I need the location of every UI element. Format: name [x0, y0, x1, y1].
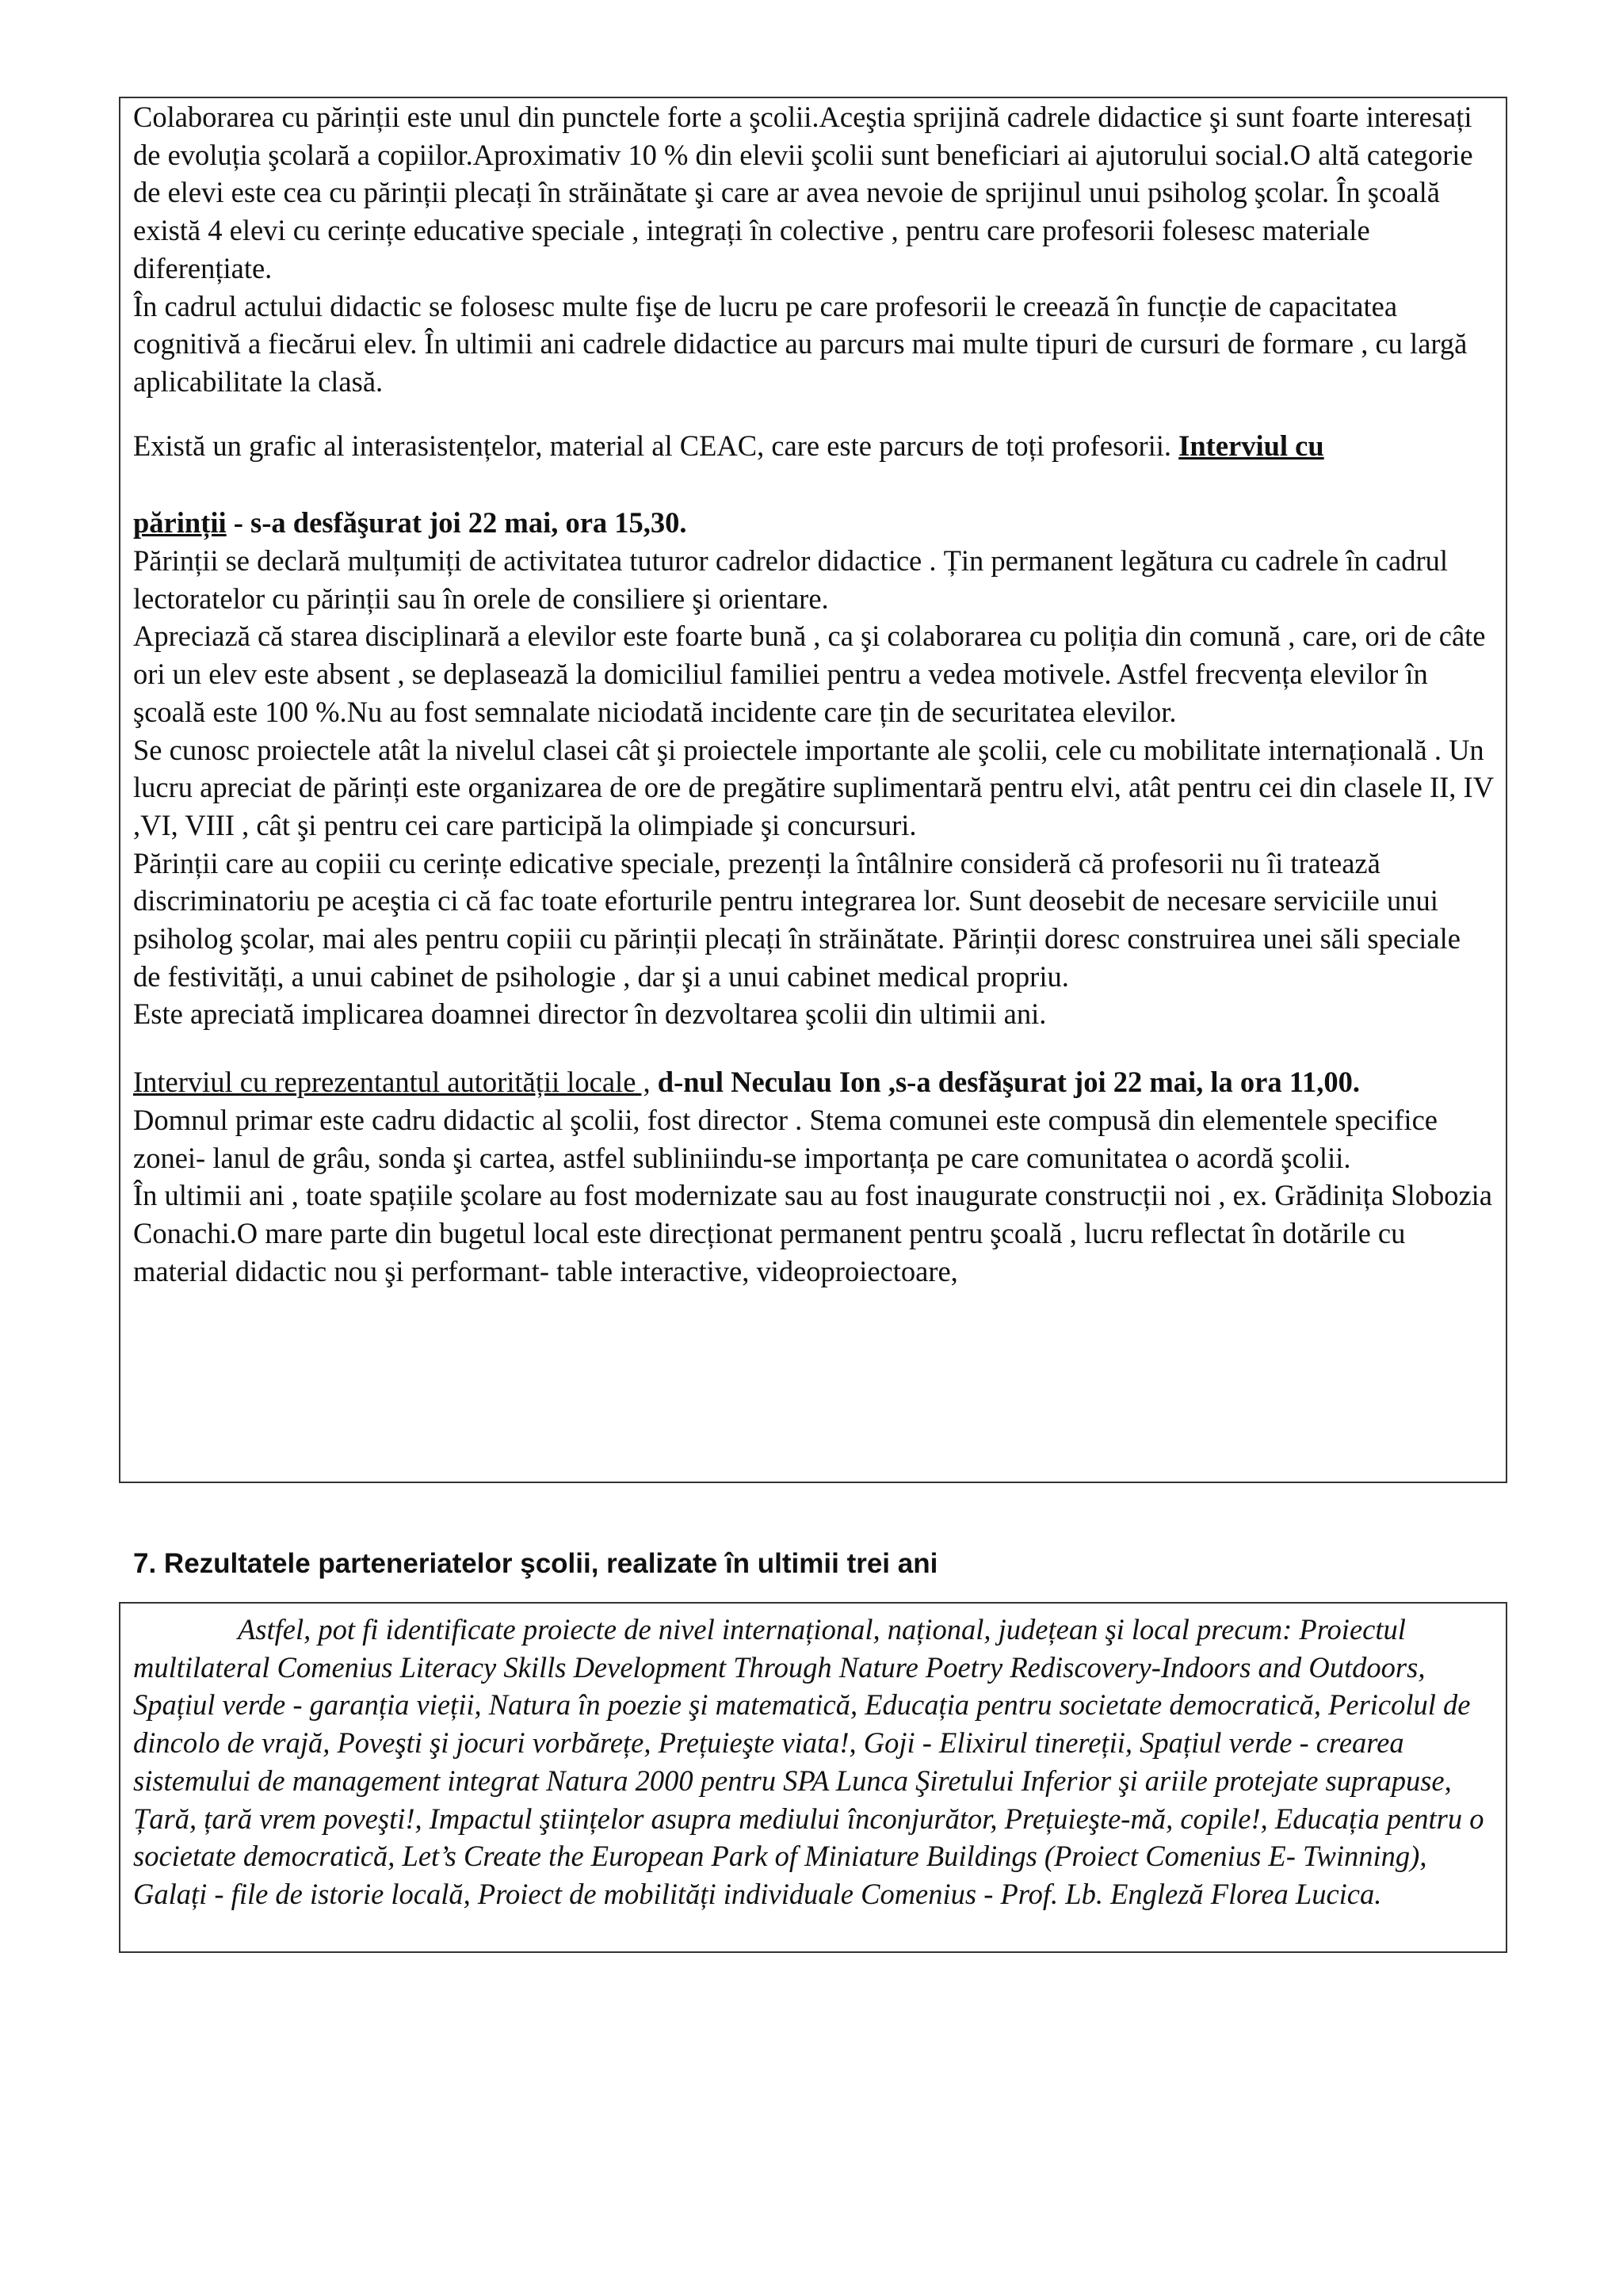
partnerships-text-box — [119, 1602, 1507, 1953]
interview-text-box — [119, 97, 1507, 1483]
paragraph-parents-collaboration: Colaborarea cu părinții este unul din punctele forte a şcolii.Aceştia sprijină cadrele didactice şi sunt foarte interesați de evoluția şcolară a copiilor.Aproximativ 10 % din elevii şcolii sunt beneficiari ai ajutorului social.O altă categorie de elevi este cea cu părinții plecați în străinătate şi care ar avea nevoie de sprijinul unui psiholog şcolar. În şcoală există 4 elevi cu cerințe educative speciale , integrați în colective , pentru care profesorii folesesc materiale diferențiate. — [133, 101, 1473, 284]
interview-parents-heading — [133, 504, 1495, 542]
paragraph-interasistente: Există un grafic al interasistențelor, material al CEAC, care este parcurs de toți profesorii. Interviul cu — [133, 429, 1324, 462]
paragraph-projects: Se cunosc proiectele atât la nivelul clasei cât şi proiectele importante ale şcolii, cele cu mobilitate internațională . Un lucru apreciat de părinți este organizarea de ore de pregătire suplimentară pentru elvi, atât pentru cei din clasele II, IV ,VI, VIII , cât şi pentru cei care participă la olimpiade şi concursuri. — [133, 733, 1494, 841]
paragraph-director: Este apreciată implicarea doamnei director în dezvoltarea şcolii din ultimii ani. — [133, 997, 1047, 1031]
paragraph-partnerships: Astfel, pot fi identificate proiecte de nivel internațional, național, județean şi local precum: Proiectul multilateral Comenius Literacy Skills Development Through Nature Poetry Rediscovery-Indoors and Outdoors, Spațiul verde - garanția vieții, Natura în poezie şi matematică, Educația pentru societate democratică, Pericolul de dincolo de vrajă, Poveşti şi jocuri vorbărețe, Prețuieşte viata!, Goji - Elixirul tinereții, Spațiul verde - crearea sistemului de management integrat Natura 2000 pentru SPA Lunca Şiretului Inferior şi ariile protejate suprapuse, Țară, țară vrem poveşti!, Impactul ştiințelor asupra mediului înconjurător, Prețuieşte-mă, copile!, Educația pentru o societate democratică, Let’s Create the European Park of Miniature Buildings (Proiect Comenius E- Twinning), Galați - file de istorie locală, Proiect de mobilități individuale Comenius - Prof. Lb. Engleză Florea Lucica. — [133, 1613, 1484, 1910]
section-7-heading: 7. Rezultatele parteneriatelor şcolii, realizate în ultimii trei ani — [133, 1548, 938, 1579]
interview-parents-title-b: părinții — [133, 506, 227, 540]
interview-local-date: d-nul Neculau Ion ,s-a desfăşurat joi 22 mai, la ora 11,00. — [650, 1066, 1360, 1099]
interview-local-title: Interviul cu reprezentantul autorității locale , — [133, 1066, 651, 1099]
paragraph-modernization: În ultimii ani , toate spațiile şcolare au fost modernizate sau au fost inaugurate construcții noi , ex. Grădinița Slobozia Conachi.O mare parte din bugetul local este direcționat permanent pentru şcoală , lucru reflectat în dotările cu material didactic nou şi performant- table interactive, videoproiectoare, — [133, 1179, 1493, 1287]
paragraph-mayor: Domnul primar este cadru didactic al şcolii, fost director . Stema comunei este compusă din elementele specifice zonei- lanul de grâu, sonda şi cartea, astfel subliniindu-se importanța pe care comunitatea o acordă şcolii. — [133, 1103, 1438, 1174]
interview-local-heading — [133, 1063, 1495, 1101]
paragraph-parents-satisfied: Părinții se declară mulțumiți de activitatea tuturor cadrelor didactice . Țin permanent legătura cu cadrele în cadrul lectoratelor cu părinții sau în orele de consiliere şi orientare. — [133, 544, 1449, 615]
interview-parents-date: - s-a desfăşurat joi 22 mai, ora 15,30. — [226, 506, 687, 540]
paragraph-teaching-activity: În cadrul actului didactic se folosesc multe fişe de lucru pe care profesorii le creează în funcție de capacitatea cognitivă a fiecărui elev. În ultimii ani cadrele didactice au parcurs mai multe tipuri de cursuri de formare , cu largă aplicabilitate la clasă. — [133, 289, 1468, 398]
interview-parents-title-a: Interviul cu — [1178, 429, 1324, 462]
paragraph-special-needs: Părinții care au copiii cu cerințe edicative speciale, prezenți la întâlnire consideră că profesorii nu îi tratează discriminatoriu pe aceştia ci că fac toate eforturile pentru integrarea lor. Sunt deosebit de necesare serviciile unui psiholog şcolar, mai ales pentru copiii cu părinții plecați în străinătate. Părinții doresc construirea unei săli speciale de festivități, a unui cabinet de psihologie , dar şi a unui cabinet medical propriu. — [133, 846, 1461, 993]
paragraph-discipline: Apreciază că starea disciplinară a elevilor este foarte bună , ca şi colaborarea cu poliția din comună , care, ori de câte ori un elev este absent , se deplasează la domiciliul familiei pentru a vedea motivele. Astfel frecvența elevilor în şcoală este 100 %.Nu au fost semnalate niciodată incidente care țin de securitatea elevilor. — [133, 620, 1486, 728]
